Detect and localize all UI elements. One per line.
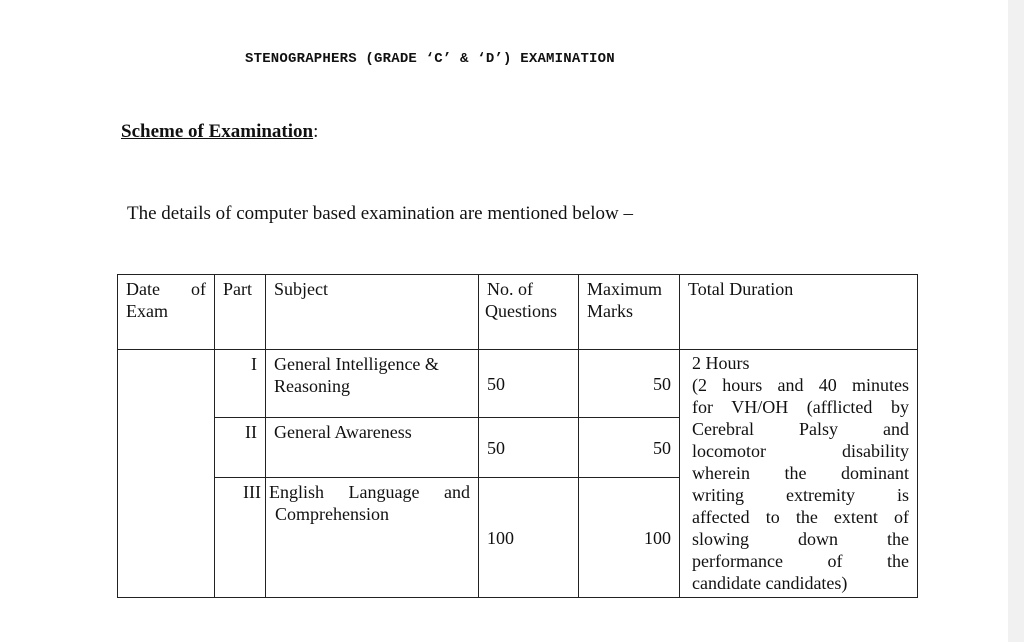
table-header-row xyxy=(118,275,918,350)
duration-line: slowing down the xyxy=(692,529,909,549)
intro-text: The details of computer based examination are mentioned below – xyxy=(127,203,633,224)
duration-text xyxy=(680,350,917,595)
part-cell xyxy=(215,350,266,418)
subject-label: General Awareness xyxy=(274,422,412,442)
header-subject xyxy=(266,275,479,350)
part-label: III xyxy=(243,482,261,502)
duration-line: locomotor disability xyxy=(692,441,909,461)
marks-cell xyxy=(579,478,680,598)
marks-cell xyxy=(579,350,680,418)
total-duration-cell xyxy=(680,350,918,598)
part-label: I xyxy=(251,354,257,374)
header-marks-line1: Maximum xyxy=(587,279,662,299)
questions-cell xyxy=(479,418,579,478)
subject-cell xyxy=(266,418,479,478)
duration-line: Cerebral Palsy and xyxy=(692,419,909,439)
marks-cell xyxy=(579,418,680,478)
scheme-heading-colon: : xyxy=(313,121,319,142)
marks-value: 50 xyxy=(653,373,671,394)
scrollbar[interactable] xyxy=(1008,0,1024,642)
scheme-heading-text: Scheme of Examination xyxy=(121,121,314,142)
exam-scheme-table xyxy=(117,274,918,598)
header-date-line1: Date of xyxy=(126,279,206,299)
duration-line: 2 Hours xyxy=(692,353,750,373)
header-marks-line2: Marks xyxy=(587,301,633,321)
duration-line: candidate candidates) xyxy=(692,573,848,593)
header-questions xyxy=(479,275,579,350)
header-part xyxy=(215,275,266,350)
duration-line: affected to the extent of xyxy=(692,507,909,527)
header-total-duration xyxy=(680,275,918,350)
header-subject-label: Subject xyxy=(274,279,328,299)
subject-cell xyxy=(266,350,479,418)
questions-cell xyxy=(479,350,579,418)
header-duration-label: Total Duration xyxy=(688,279,794,299)
duration-line: performance of the xyxy=(692,551,909,571)
subject-line1: English Language and xyxy=(269,482,470,502)
header-date-of-exam xyxy=(118,275,215,350)
subject-line2: Comprehension xyxy=(275,504,389,524)
duration-line: wherein the dominant xyxy=(692,463,909,483)
table-row xyxy=(118,350,918,418)
marks-value: 50 xyxy=(653,437,671,458)
duration-line: (2 hours and 40 minutes xyxy=(692,375,909,395)
part-cell xyxy=(215,478,266,598)
questions-cell xyxy=(479,478,579,598)
questions-value: 50 xyxy=(487,437,505,458)
subject-line2: Reasoning xyxy=(274,376,350,396)
subject-cell xyxy=(266,478,479,598)
header-date-line2: Exam xyxy=(126,301,168,321)
header-part-label: Part xyxy=(223,279,252,299)
header-questions-line1: No. of xyxy=(487,279,533,299)
document-title: STENOGRAPHERS (GRADE ‘C’ & ‘D’) EXAMINATION xyxy=(245,51,615,67)
part-cell xyxy=(215,418,266,478)
part-label: II xyxy=(245,422,257,442)
header-questions-line2: Questions xyxy=(485,301,557,321)
questions-value: 100 xyxy=(487,527,514,548)
header-marks xyxy=(579,275,680,350)
marks-value: 100 xyxy=(644,527,671,548)
scheme-heading xyxy=(121,121,318,143)
questions-value: 50 xyxy=(487,373,505,394)
subject-line1: General Intelligence & xyxy=(274,354,439,374)
date-of-exam-cell xyxy=(118,350,215,598)
duration-line: writing extremity is xyxy=(692,485,909,505)
duration-line: for VH/OH (afflicted by xyxy=(692,397,909,417)
